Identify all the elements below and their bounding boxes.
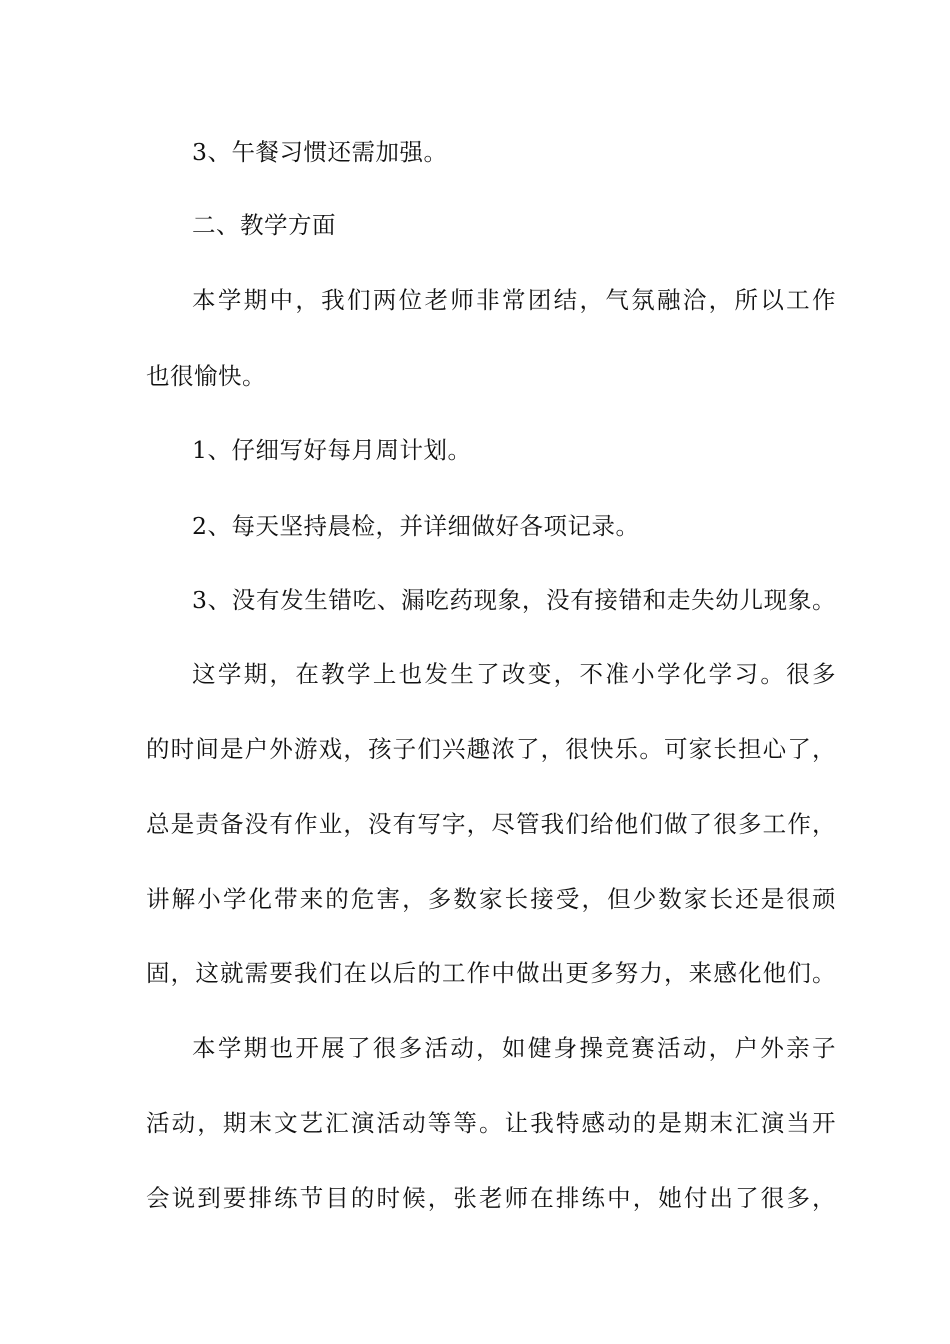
paragraph-line: 的时间是户外游戏，孩子们兴趣浓了，很快乐。可家长担心了， bbox=[146, 735, 836, 763]
paragraph-line: 也很愉快。 bbox=[146, 362, 266, 390]
paragraph-line: 本学期中，我们两位老师非常团结，气氛融洽，所以工作 bbox=[192, 286, 836, 314]
paragraph-line: 讲解小学化带来的危害，多数家长接受，但少数家长还是很顽 bbox=[146, 885, 836, 913]
list-item-weekly-plan: 1、仔细写好每月周计划。 bbox=[192, 436, 472, 464]
paragraph-line: 本学期也开展了很多活动，如健身操竞赛活动，户外亲子 bbox=[192, 1034, 836, 1062]
paragraph-line: 固，这就需要我们在以后的工作中做出更多努力，来感化他们。 bbox=[146, 959, 836, 987]
section-heading-teaching: 二、教学方面 bbox=[192, 211, 336, 239]
list-item-lunch-habits: 3、午餐习惯还需加强。 bbox=[192, 138, 448, 166]
paragraph-line: 活动，期末文艺汇演活动等等。让我特感动的是期末汇演当开 bbox=[146, 1109, 836, 1137]
paragraph-line: 会说到要排练节目的时候，张老师在排练中，她付出了很多， bbox=[146, 1184, 836, 1212]
list-item-no-mistakes: 3、没有发生错吃、漏吃药现象，没有接错和走失幼儿现象。 bbox=[192, 586, 836, 614]
paragraph-line: 这学期，在教学上也发生了改变，不准小学化学习。很多 bbox=[192, 660, 836, 688]
list-item-morning-check: 2、每天坚持晨检，并详细做好各项记录。 bbox=[192, 512, 640, 540]
paragraph-line: 总是责备没有作业，没有写字，尽管我们给他们做了很多工作， bbox=[146, 810, 836, 838]
